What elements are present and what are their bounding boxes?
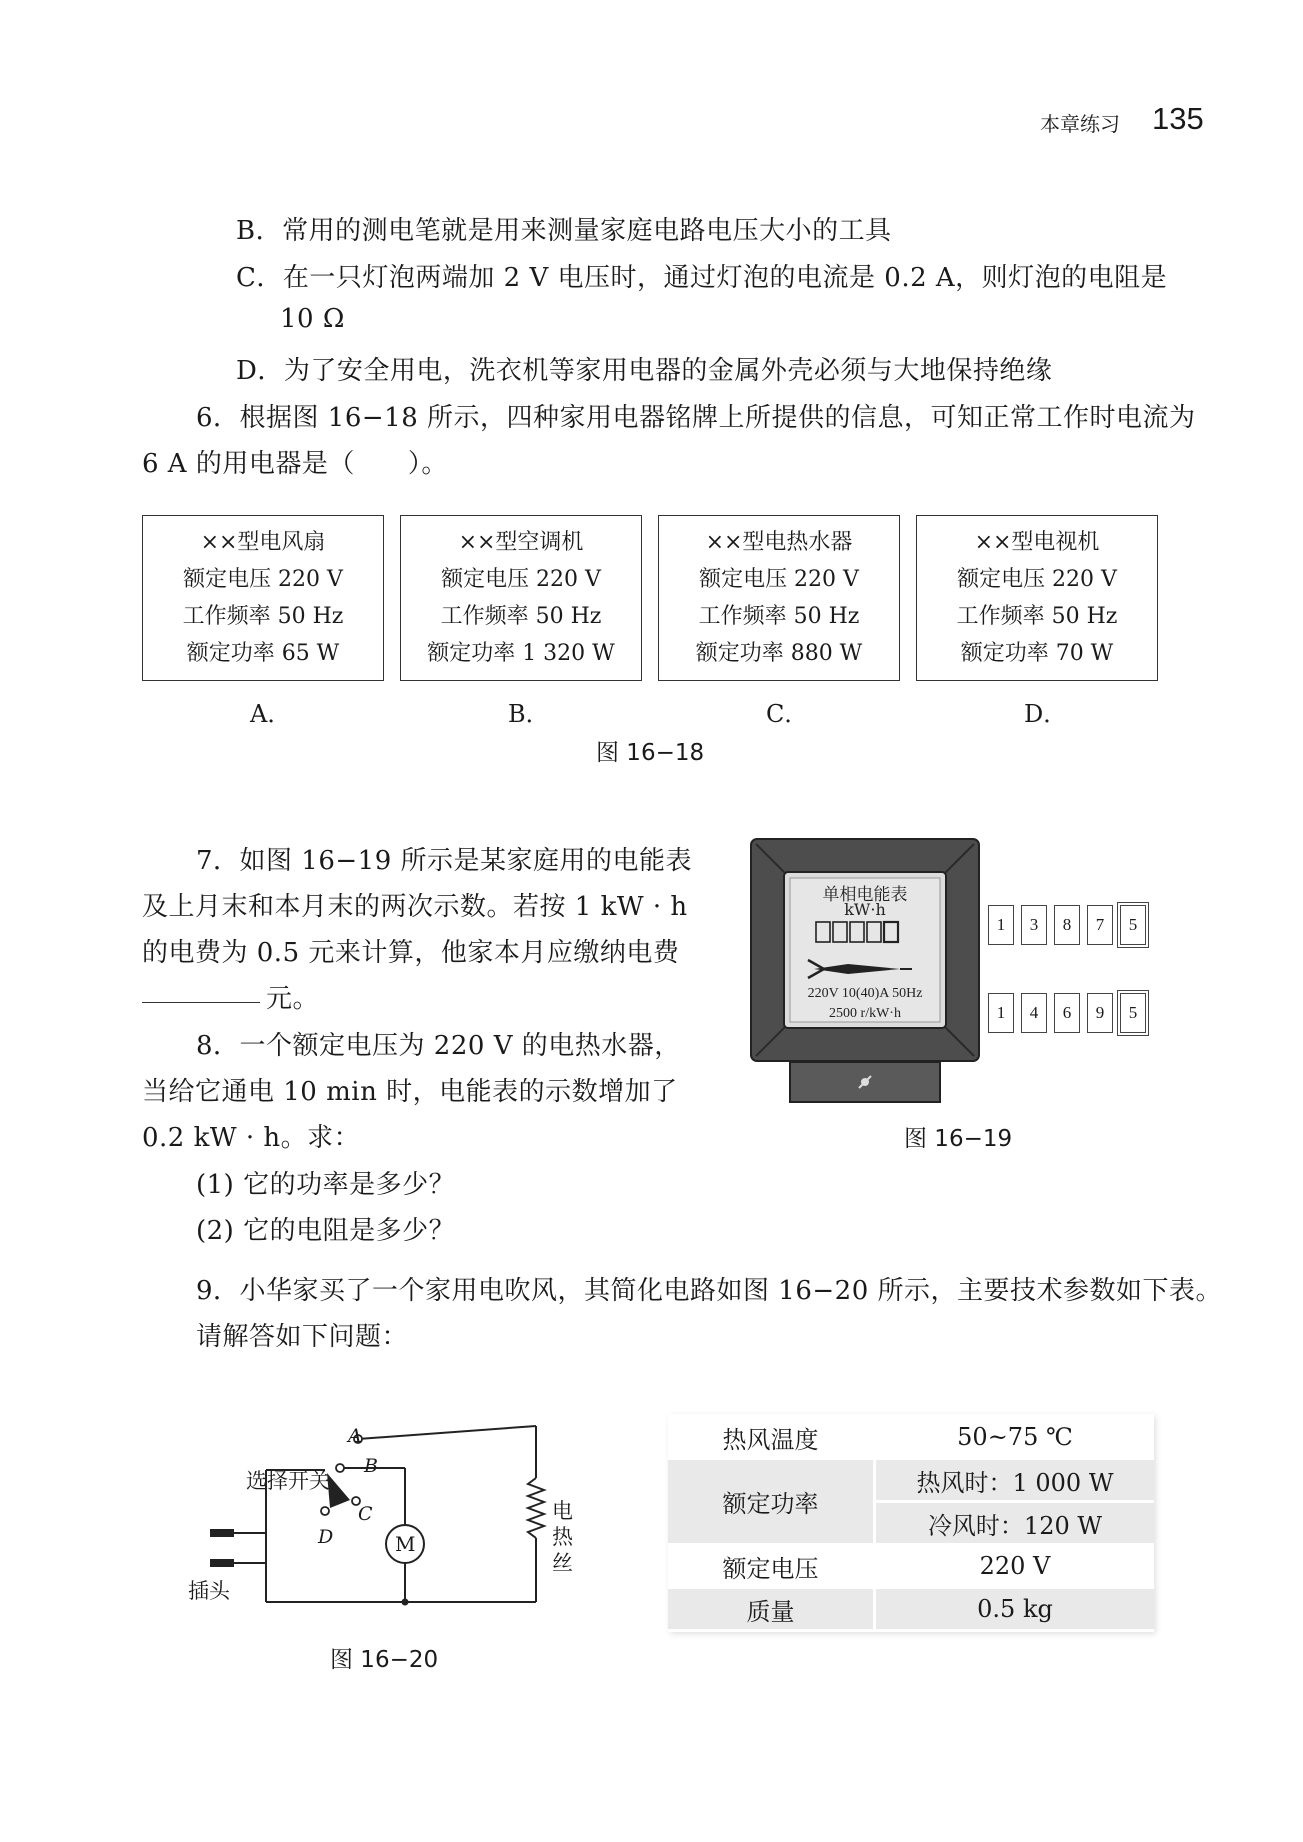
q5-option-d: D．为了安全用电，洗衣机等家用电器的金属外壳必须与大地保持绝缘 — [236, 356, 1053, 386]
q8-text-cont1: 当给它通电 10 min 时，电能表的示数增加了 — [142, 1077, 678, 1107]
plate-line: ××型空调机 — [458, 530, 584, 555]
nameplate-fan — [142, 515, 384, 681]
q7-text-cont1: 及上月末和本月末的两次示数。若按 1 kW · h — [142, 892, 688, 922]
plate-line: 额定电压 220 V — [441, 567, 601, 592]
q9-text: 9．小华家买了一个家用电吹风，其简化电路如图 16−20 所示，主要技术参数如下表。 — [196, 1276, 1223, 1306]
reading-digit-decimal: 5 — [1120, 993, 1146, 1033]
plate-line: 额定功率 70 W — [960, 641, 1114, 666]
plate-line: ××型电视机 — [974, 530, 1100, 555]
reading-digit: 8 — [1054, 905, 1080, 945]
contact-d-label: D — [318, 1526, 334, 1548]
plate-line: ××型电热水器 — [705, 530, 853, 555]
reading-digit: 1 — [988, 993, 1014, 1033]
contact-b-label: B — [364, 1455, 378, 1477]
q7-text-unit: 元。 — [266, 984, 320, 1014]
q5-option-b: B．常用的测电笔就是用来测量家庭电路电压大小的工具 — [236, 216, 892, 246]
q5-option-c: C．在一只灯泡两端加 2 V 电压时，通过灯泡的电流是 0.2 A，则灯泡的电阻是 — [236, 263, 1168, 293]
chapter-section-title: 本章练习 — [1040, 112, 1120, 136]
q8-text-cont2: 0.2 kW · h。求： — [142, 1123, 361, 1153]
reading-digit: 4 — [1021, 993, 1047, 1033]
meter-spec-constant: 2500 r/kW·h — [829, 1006, 901, 1021]
motor-label: M — [395, 1532, 416, 1556]
plate-line: 额定功率 880 W — [695, 641, 863, 666]
nameplate-water-heater — [658, 515, 900, 681]
plate-line: 额定功率 65 W — [186, 641, 340, 666]
reading-digit-decimal: 5 — [1120, 905, 1146, 945]
q6-text: 6．根据图 16−18 所示，四种家用电器铭牌上所提供的信息，可知正常工作时电流为 — [196, 403, 1196, 433]
nameplate-air-conditioner — [400, 515, 642, 681]
plate-line: 额定电压 220 V — [183, 567, 343, 592]
contact-c-label: C — [358, 1503, 373, 1525]
plate-line: 额定功率 1 320 W — [427, 641, 615, 666]
plate-line: 工作频率 50 Hz — [956, 604, 1118, 629]
meter-unit: kW·h — [844, 900, 886, 919]
page-number: 135 — [1152, 101, 1204, 136]
meter-spec-rating: 220V 10(40)A 50Hz — [807, 986, 923, 1001]
plate-line: 工作频率 50 Hz — [698, 604, 860, 629]
q7-text: 7．如图 16−19 所示是某家庭用的电能表 — [196, 846, 693, 876]
option-label-a: A． — [250, 700, 292, 728]
nameplate-tv — [916, 515, 1158, 681]
figure-caption-16-18: 图 16−18 — [596, 740, 705, 766]
q5-option-c-cont: 10 Ω — [280, 304, 345, 334]
reading-digit: 3 — [1021, 905, 1047, 945]
spec-row-power-hot — [668, 1460, 1154, 1500]
figure-caption-16-19: 图 16−19 — [904, 1126, 1013, 1152]
plate-line: ××型电风扇 — [200, 530, 326, 555]
spec-value: 50~75 ℃ — [957, 1423, 1073, 1451]
hair-dryer-circuit-diagram — [180, 1400, 600, 1630]
reading-this-month — [988, 993, 1146, 1033]
spec-key: 额定功率 — [668, 1460, 876, 1543]
q6-text-cont: 6 A 的用电器是（ ）。 — [142, 449, 448, 479]
reading-digit: 7 — [1087, 905, 1113, 945]
energy-meter-illustration — [750, 838, 980, 1106]
spec-value: 0.5 kg — [876, 1589, 1154, 1629]
plate-line: 额定电压 220 V — [957, 567, 1117, 592]
spec-value: 冷风时：120 W — [876, 1503, 1154, 1543]
reading-last-month — [988, 905, 1146, 945]
plate-line: 工作频率 50 Hz — [440, 604, 602, 629]
q7-text-cont2: 的电费为 0.5 元来计算，他家本月应缴纳电费 — [142, 938, 680, 968]
spec-value: 热风时：1 000 W — [876, 1460, 1154, 1500]
spec-row-temperature — [668, 1417, 1154, 1457]
heater-label: 电热丝 — [552, 1499, 573, 1575]
reading-digit: 9 — [1087, 993, 1113, 1033]
q7-answer-blank — [142, 1002, 260, 1003]
option-label-c: C． — [766, 700, 809, 728]
figure-caption-16-20: 图 16−20 — [330, 1647, 439, 1673]
hair-dryer-spec-table — [668, 1414, 1154, 1632]
plate-line: 工作频率 50 Hz — [182, 604, 344, 629]
spec-key: 热风温度 — [668, 1417, 876, 1457]
contact-a-label: A — [348, 1425, 362, 1447]
switch-label: 选择开关 — [246, 1469, 330, 1493]
q8-text: 8．一个额定电压为 220 V 的电热水器， — [196, 1031, 681, 1061]
reading-digit: 1 — [988, 905, 1014, 945]
plug-label: 插头 — [188, 1579, 230, 1603]
spec-row-mass — [668, 1589, 1154, 1629]
option-label-d: D． — [1024, 700, 1068, 728]
spec-row-voltage — [668, 1546, 1154, 1586]
spec-value: 220 V — [979, 1552, 1051, 1580]
q8-sub-question-2: (2) 它的电阻是多少？ — [196, 1216, 456, 1246]
q8-sub-question-1: (1) 它的功率是多少？ — [196, 1170, 456, 1200]
meter-title: 单相电能表 — [822, 885, 908, 905]
q9-text-cont: 请解答如下问题： — [196, 1322, 409, 1352]
spec-key: 质量 — [668, 1589, 876, 1629]
reading-digit: 6 — [1054, 993, 1080, 1033]
plate-line: 额定电压 220 V — [699, 567, 859, 592]
spec-key: 额定电压 — [668, 1546, 876, 1586]
option-label-b: B． — [508, 700, 550, 728]
